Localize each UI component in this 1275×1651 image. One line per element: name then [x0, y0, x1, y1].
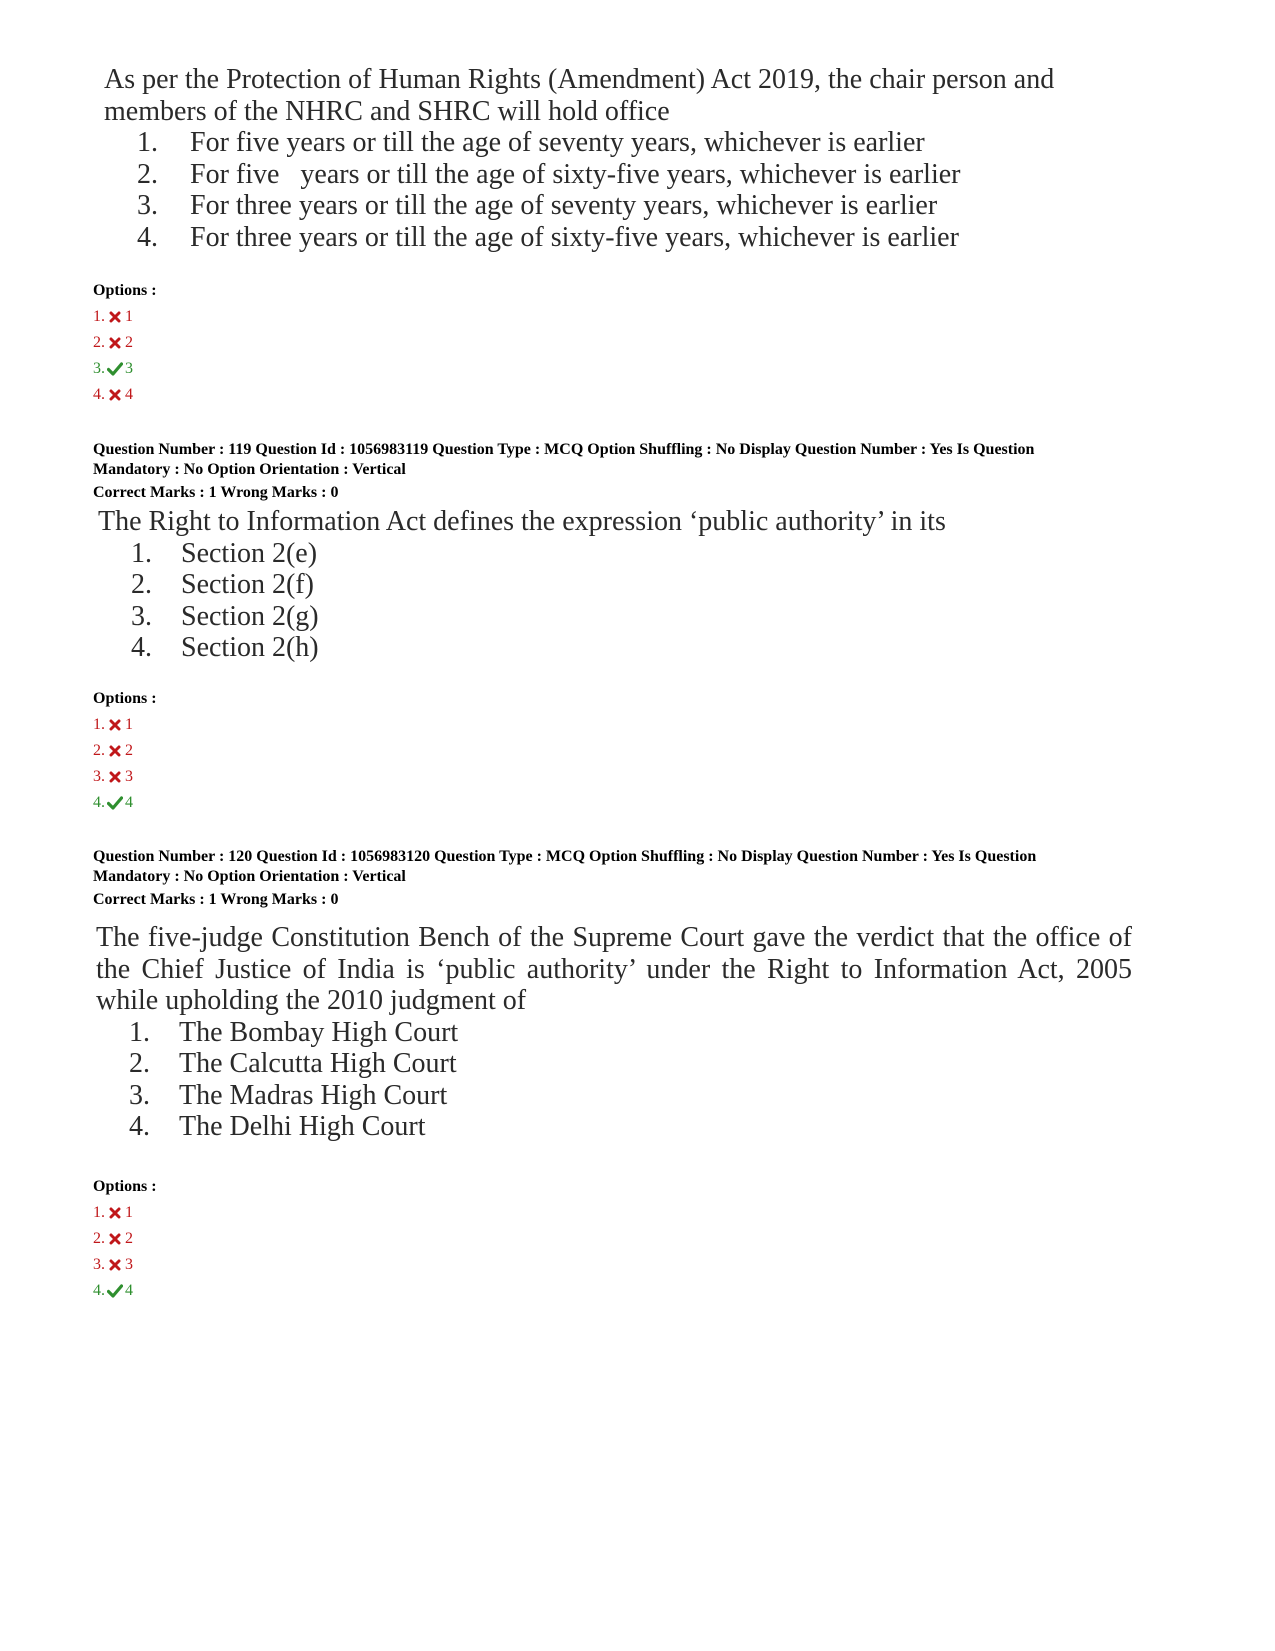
choice-item: [129, 1017, 1132, 1049]
question-stem: As per the Protection of Human Rights (Amendment) Act 2019, the chair person and members of the NHRC and SHRC will hold office: [104, 64, 1055, 127]
question-119-header: [93, 440, 1034, 503]
options-block-119: [93, 686, 157, 816]
check-icon: [105, 790, 125, 816]
choice-text: Section 2(h): [181, 632, 319, 663]
choice-item: [131, 569, 1138, 601]
choice-number: 1.: [131, 537, 152, 569]
option-3: [93, 1252, 157, 1278]
option-number: 3.: [93, 768, 105, 785]
choice-item: [137, 159, 1144, 191]
option-value: 2: [125, 334, 133, 351]
question-stem: The Right to Information Act defines the expression ‘public authority’ in its: [98, 506, 946, 537]
choice-item: [137, 127, 1144, 159]
choice-list: [104, 127, 1144, 253]
choice-text: For three years or till the age of seventy years, whichever is earlier: [190, 190, 938, 221]
question-stem: The five-judge Constitution Bench of the Supreme Court gave the verdict that the office of the Chief Justice of India is ‘public authority’ under the Right to Information Act, 2005 while upholding the 2010 judgment of: [96, 922, 1132, 1016]
option-3: [93, 356, 157, 382]
question-119-body: [98, 506, 1138, 664]
option-4: [93, 382, 157, 408]
option-value: 3: [125, 768, 133, 785]
option-value: 4: [125, 386, 133, 403]
cross-icon: [105, 1200, 125, 1226]
option-value: 3: [125, 1256, 133, 1273]
question-meta-line: Question Number : 120 Question Id : 1056983120 Question Type : MCQ Option Shuffling : No Display Question Number : Yes Is Question: [93, 848, 1037, 865]
choice-number: 3.: [131, 600, 152, 632]
choice-list: [96, 1017, 1132, 1143]
option-number: 1.: [93, 1204, 105, 1221]
option-value: 1: [125, 716, 133, 733]
option-2: [93, 1226, 157, 1252]
option-4: [93, 1278, 157, 1304]
choice-number: 1.: [137, 127, 158, 158]
option-value: 2: [125, 1230, 133, 1247]
choice-number: 4.: [131, 632, 152, 663]
choice-text: Section 2(g): [181, 600, 319, 632]
option-number: 4.: [93, 1282, 105, 1299]
choice-text: The Bombay High Court: [179, 1016, 459, 1048]
choice-number: 1.: [129, 1016, 150, 1048]
option-1: [93, 712, 157, 738]
option-number: 1.: [93, 308, 105, 325]
choice-number: 2.: [137, 158, 158, 190]
choice-text: The Calcutta High Court: [179, 1048, 457, 1079]
choice-number: 3.: [137, 190, 158, 221]
cross-icon: [105, 738, 125, 764]
question-meta-line: Mandatory : No Option Orientation : Vertical: [93, 868, 406, 885]
cross-icon: [105, 1226, 125, 1252]
choice-text: For five years or till the age of sixty-five years, whichever is earlier: [190, 158, 961, 190]
choice-number: 4.: [129, 1111, 150, 1142]
cross-icon: [105, 330, 125, 356]
choice-text: For three years or till the age of sixty-five years, whichever is earlier: [190, 221, 959, 253]
choice-list: [98, 538, 1138, 664]
option-2: [93, 738, 157, 764]
option-4: [93, 790, 157, 816]
choice-item: [129, 1111, 1132, 1143]
option-number: 2.: [93, 334, 105, 351]
choice-text: Section 2(f): [181, 569, 314, 600]
option-value: 1: [125, 308, 133, 325]
question-120-header: [93, 847, 1036, 910]
option-number: 3.: [93, 360, 105, 377]
option-value: 4: [125, 794, 133, 811]
choice-text: The Madras High Court: [179, 1079, 448, 1111]
question-meta-line: Question Number : 119 Question Id : 1056983119 Question Type : MCQ Option Shuffling : No Display Question Number : Yes Is Question: [93, 441, 1035, 458]
choice-text: For five years or till the age of seventy years, whichever is earlier: [190, 127, 925, 158]
cross-icon: [105, 764, 125, 790]
choice-number: 2.: [131, 569, 152, 600]
marks-line: Correct Marks : 1 Wrong Marks : 0: [93, 484, 339, 501]
option-1: [93, 304, 157, 330]
cross-icon: [105, 1252, 125, 1278]
option-number: 2.: [93, 742, 105, 759]
choice-item: [137, 222, 1144, 254]
cross-icon: [105, 304, 125, 330]
question-meta-line: Mandatory : No Option Orientation : Vertical: [93, 461, 406, 478]
choice-item: [131, 601, 1138, 633]
choice-item: [137, 190, 1144, 222]
question-118-body: [104, 64, 1144, 253]
option-value: 1: [125, 1204, 133, 1221]
check-icon: [105, 1278, 125, 1304]
choice-item: [129, 1048, 1132, 1080]
choice-number: 2.: [129, 1048, 150, 1079]
choice-item: [129, 1080, 1132, 1112]
choice-text: The Delhi High Court: [179, 1111, 426, 1142]
option-value: 3: [125, 360, 133, 377]
choice-number: 4.: [137, 221, 158, 253]
option-number: 4.: [93, 386, 105, 403]
options-label: Options :: [93, 1178, 157, 1195]
option-number: 3.: [93, 1256, 105, 1273]
options-label: Options :: [93, 282, 157, 299]
choice-item: [131, 538, 1138, 570]
option-1: [93, 1200, 157, 1226]
cross-icon: [105, 712, 125, 738]
options-block-120: [93, 1174, 157, 1304]
option-2: [93, 330, 157, 356]
option-3: [93, 764, 157, 790]
option-value: 4: [125, 1282, 133, 1299]
question-120-body: [96, 922, 1132, 1143]
option-number: 2.: [93, 1230, 105, 1247]
options-label: Options :: [93, 690, 157, 707]
choice-text: Section 2(e): [181, 537, 318, 569]
cross-icon: [105, 382, 125, 408]
option-value: 2: [125, 742, 133, 759]
choice-number: 3.: [129, 1079, 150, 1111]
check-icon: [105, 356, 125, 382]
option-number: 4.: [93, 794, 105, 811]
options-block-118: [93, 278, 157, 408]
option-number: 1.: [93, 716, 105, 733]
choice-item: [131, 632, 1138, 664]
marks-line: Correct Marks : 1 Wrong Marks : 0: [93, 891, 339, 908]
